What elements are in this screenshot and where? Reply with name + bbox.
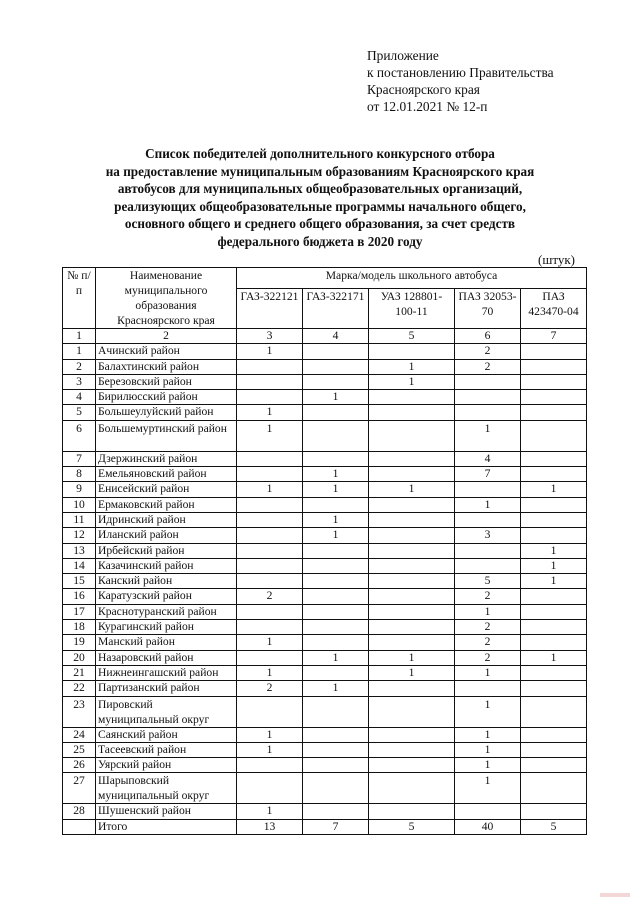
table-row xyxy=(63,497,587,512)
table-row xyxy=(63,773,587,804)
row-name: Краснотуранский район xyxy=(96,604,237,619)
table-row xyxy=(63,467,587,482)
row-number: 21 xyxy=(63,665,96,680)
row-name: Уярский район xyxy=(96,758,237,773)
table-row xyxy=(63,451,587,466)
header-model: ГАЗ-322121 xyxy=(237,288,303,328)
row-value: 1 xyxy=(237,405,303,420)
row-name: Тасеевский район xyxy=(96,742,237,757)
row-value xyxy=(369,512,455,527)
row-value xyxy=(369,804,455,819)
row-value xyxy=(237,359,303,374)
row-number: 10 xyxy=(63,497,96,512)
row-value xyxy=(521,620,587,635)
row-name: Партизанский район xyxy=(96,681,237,696)
row-value xyxy=(521,467,587,482)
row-value xyxy=(369,635,455,650)
table-row xyxy=(63,512,587,527)
row-value: 1 xyxy=(303,467,369,482)
row-value xyxy=(303,420,369,451)
row-value: 1 xyxy=(455,497,521,512)
index-row xyxy=(63,329,587,344)
row-value xyxy=(303,574,369,589)
index-cell: 6 xyxy=(455,329,521,344)
row-value xyxy=(369,528,455,543)
row-value: 1 xyxy=(237,665,303,680)
table-row xyxy=(63,620,587,635)
row-name: Большемуртинский район xyxy=(96,420,237,451)
table-row xyxy=(63,574,587,589)
row-name: Енисейский район xyxy=(96,482,237,497)
table-row xyxy=(63,543,587,558)
row-value: 2 xyxy=(237,589,303,604)
row-number: 1 xyxy=(63,344,96,359)
row-value: 1 xyxy=(237,344,303,359)
row-number: 2 xyxy=(63,359,96,374)
row-name: Шарыповский муниципальный округ xyxy=(96,773,237,804)
row-value xyxy=(455,482,521,497)
row-value: 2 xyxy=(455,620,521,635)
row-value xyxy=(369,420,455,451)
row-value xyxy=(303,635,369,650)
row-value xyxy=(521,405,587,420)
row-number: 12 xyxy=(63,528,96,543)
row-value: 4 xyxy=(455,451,521,466)
row-value xyxy=(303,604,369,619)
row-value: 1 xyxy=(237,482,303,497)
row-name: Дзержинский район xyxy=(96,451,237,466)
row-value: 1 xyxy=(455,665,521,680)
row-value xyxy=(369,543,455,558)
table-row xyxy=(63,390,587,405)
row-value xyxy=(369,574,455,589)
header-model: ПАЗ 423470-04 xyxy=(521,288,587,328)
row-number: 24 xyxy=(63,727,96,742)
appendix-line: к постановлению Правительства xyxy=(367,65,554,80)
row-value xyxy=(521,589,587,604)
page-mark xyxy=(600,893,630,897)
row-number: 15 xyxy=(63,574,96,589)
row-value: 1 xyxy=(237,420,303,451)
row-number: 22 xyxy=(63,681,96,696)
row-value xyxy=(303,543,369,558)
table-row xyxy=(63,604,587,619)
row-name: Каратузский район xyxy=(96,589,237,604)
row-number: 4 xyxy=(63,390,96,405)
appendix-line: Красноярского края xyxy=(367,82,480,97)
row-value: 1 xyxy=(521,558,587,573)
document-title xyxy=(60,145,580,251)
row-value xyxy=(455,681,521,696)
row-name: Иланский район xyxy=(96,528,237,543)
row-value xyxy=(455,390,521,405)
row-value xyxy=(303,696,369,727)
row-value xyxy=(455,543,521,558)
row-value xyxy=(369,451,455,466)
row-name: Шушенский район xyxy=(96,804,237,819)
row-name: Казачинский район xyxy=(96,558,237,573)
row-value xyxy=(237,574,303,589)
row-value xyxy=(237,604,303,619)
appendix-line: Приложение xyxy=(367,48,439,63)
row-value xyxy=(455,804,521,819)
row-value xyxy=(455,405,521,420)
title-line: Список победителей дополнительного конкурсного отбора xyxy=(145,146,495,161)
total-value: 5 xyxy=(521,819,587,834)
title-line: на предоставление муниципальным образованиям Красноярского края xyxy=(105,163,535,179)
row-value xyxy=(369,620,455,635)
row-value xyxy=(369,405,455,420)
row-name: Березовский район xyxy=(96,374,237,389)
appendix-line: от 12.01.2021 № 12-п xyxy=(367,99,488,114)
index-cell: 3 xyxy=(237,329,303,344)
row-value xyxy=(521,727,587,742)
row-value xyxy=(237,390,303,405)
row-value: 1 xyxy=(455,696,521,727)
title-line: основного общего и среднего общего образования, за счет средств xyxy=(124,216,516,232)
row-value xyxy=(303,665,369,680)
row-number: 9 xyxy=(63,482,96,497)
row-value xyxy=(303,405,369,420)
row-value: 1 xyxy=(303,512,369,527)
row-value xyxy=(303,359,369,374)
row-value: 2 xyxy=(455,650,521,665)
row-value xyxy=(237,467,303,482)
row-value xyxy=(521,344,587,359)
row-value xyxy=(303,558,369,573)
row-value: 1 xyxy=(303,482,369,497)
row-value: 3 xyxy=(455,528,521,543)
header-num: № п/п xyxy=(63,268,96,329)
row-value: 7 xyxy=(455,467,521,482)
table-row xyxy=(63,558,587,573)
row-value xyxy=(521,497,587,512)
table-row xyxy=(63,420,587,451)
row-value: 1 xyxy=(369,482,455,497)
row-value: 1 xyxy=(237,804,303,819)
row-value xyxy=(237,696,303,727)
table-row xyxy=(63,635,587,650)
row-value xyxy=(303,374,369,389)
row-value: 1 xyxy=(455,742,521,757)
row-value: 1 xyxy=(521,650,587,665)
row-value xyxy=(521,758,587,773)
total-number xyxy=(63,819,96,834)
row-value xyxy=(303,451,369,466)
row-name: Бирилюсский район xyxy=(96,390,237,405)
row-value: 1 xyxy=(521,574,587,589)
row-value xyxy=(521,604,587,619)
winners-table xyxy=(62,267,587,835)
row-value xyxy=(237,528,303,543)
row-value xyxy=(455,374,521,389)
table-row xyxy=(63,804,587,819)
row-number: 18 xyxy=(63,620,96,635)
row-value xyxy=(303,742,369,757)
row-value: 1 xyxy=(237,635,303,650)
index-cell: 2 xyxy=(96,329,237,344)
row-value xyxy=(521,742,587,757)
table-row xyxy=(63,665,587,680)
row-number: 7 xyxy=(63,451,96,466)
table-body xyxy=(63,329,587,835)
row-number: 20 xyxy=(63,650,96,665)
row-value: 2 xyxy=(455,589,521,604)
row-value xyxy=(369,390,455,405)
row-value xyxy=(455,558,521,573)
row-value: 1 xyxy=(369,650,455,665)
row-number: 27 xyxy=(63,773,96,804)
index-cell: 4 xyxy=(303,329,369,344)
row-name: Саянский район xyxy=(96,727,237,742)
row-value: 1 xyxy=(521,482,587,497)
unit-label: (штук) xyxy=(538,252,575,267)
table-row xyxy=(63,727,587,742)
row-name: Емельяновский район xyxy=(96,467,237,482)
row-value xyxy=(521,359,587,374)
row-value xyxy=(521,374,587,389)
row-value xyxy=(521,635,587,650)
total-value: 13 xyxy=(237,819,303,834)
row-value xyxy=(303,620,369,635)
row-name: Канский район xyxy=(96,574,237,589)
row-value: 1 xyxy=(303,650,369,665)
header-model: УАЗ 128801-100-11 xyxy=(369,288,455,328)
header-model: ГАЗ-322171 xyxy=(303,288,369,328)
row-number: 26 xyxy=(63,758,96,773)
row-value: 1 xyxy=(455,604,521,619)
row-name: Ачинский район xyxy=(96,344,237,359)
row-name: Курагинский район xyxy=(96,620,237,635)
row-value xyxy=(237,758,303,773)
row-value xyxy=(369,497,455,512)
row-value xyxy=(369,696,455,727)
row-number: 16 xyxy=(63,589,96,604)
title-line: федерального бюджета в 2020 году xyxy=(217,233,423,249)
table-row xyxy=(63,359,587,374)
index-cell: 1 xyxy=(63,329,96,344)
row-value: 1 xyxy=(521,543,587,558)
table-row xyxy=(63,681,587,696)
header-name: Наименование муниципального образования Красноярского края xyxy=(96,268,237,329)
row-value xyxy=(521,681,587,696)
row-value: 1 xyxy=(455,758,521,773)
appendix-block xyxy=(367,47,554,115)
header-model: ПАЗ 32053-70 xyxy=(455,288,521,328)
row-name: Идринский район xyxy=(96,512,237,527)
total-value: 5 xyxy=(369,819,455,834)
row-value: 1 xyxy=(455,773,521,804)
total-row xyxy=(63,819,587,834)
table-row xyxy=(63,344,587,359)
index-cell: 5 xyxy=(369,329,455,344)
row-value xyxy=(303,497,369,512)
table-row xyxy=(63,482,587,497)
row-value xyxy=(521,665,587,680)
row-value: 1 xyxy=(303,681,369,696)
row-value xyxy=(303,804,369,819)
row-name: Большеулуйский район xyxy=(96,405,237,420)
table-row xyxy=(63,650,587,665)
row-value: 2 xyxy=(455,635,521,650)
row-number: 3 xyxy=(63,374,96,389)
row-value xyxy=(521,390,587,405)
row-number: 14 xyxy=(63,558,96,573)
row-name: Ирбейский район xyxy=(96,543,237,558)
row-value xyxy=(369,773,455,804)
row-value: 5 xyxy=(455,574,521,589)
row-value xyxy=(369,727,455,742)
row-value xyxy=(303,589,369,604)
row-number: 17 xyxy=(63,604,96,619)
row-name: Нижнеингашский район xyxy=(96,665,237,680)
header-group: Марка/модель школьного автобуса xyxy=(237,268,587,289)
row-value: 1 xyxy=(303,528,369,543)
table-row xyxy=(63,589,587,604)
row-number: 19 xyxy=(63,635,96,650)
row-value: 1 xyxy=(237,742,303,757)
row-value xyxy=(303,773,369,804)
row-name: Ермаковский район xyxy=(96,497,237,512)
row-value xyxy=(237,773,303,804)
row-value xyxy=(521,773,587,804)
row-number: 11 xyxy=(63,512,96,527)
row-value xyxy=(237,451,303,466)
total-label: Итого xyxy=(96,819,237,834)
row-value xyxy=(521,528,587,543)
row-number: 25 xyxy=(63,742,96,757)
row-value xyxy=(369,758,455,773)
row-value xyxy=(303,758,369,773)
row-value: 2 xyxy=(455,359,521,374)
row-value: 2 xyxy=(237,681,303,696)
row-number: 28 xyxy=(63,804,96,819)
row-value: 1 xyxy=(237,727,303,742)
row-value: 1 xyxy=(369,665,455,680)
total-value: 40 xyxy=(455,819,521,834)
title-line: реализующих общеобразовательные программы начального общего, xyxy=(114,198,526,214)
row-value xyxy=(369,467,455,482)
row-value xyxy=(303,344,369,359)
table-row xyxy=(63,405,587,420)
row-value xyxy=(521,451,587,466)
row-value xyxy=(237,650,303,665)
row-value xyxy=(369,681,455,696)
table-row xyxy=(63,528,587,543)
row-value: 1 xyxy=(303,390,369,405)
row-value: 1 xyxy=(369,359,455,374)
row-value: 2 xyxy=(455,344,521,359)
row-name: Назаровский район xyxy=(96,650,237,665)
row-number: 23 xyxy=(63,696,96,727)
table-row xyxy=(63,696,587,727)
row-number: 6 xyxy=(63,420,96,451)
row-value xyxy=(369,344,455,359)
table-row xyxy=(63,758,587,773)
title-line: автобусов для муниципальных общеобразовательных организаций, xyxy=(117,181,523,197)
row-value xyxy=(237,620,303,635)
row-name: Манский район xyxy=(96,635,237,650)
row-value xyxy=(237,374,303,389)
table-row xyxy=(63,374,587,389)
row-value xyxy=(521,420,587,451)
row-value: 1 xyxy=(455,727,521,742)
row-value: 1 xyxy=(369,374,455,389)
row-name: Пировский муниципальный округ xyxy=(96,696,237,727)
row-name: Балахтинский район xyxy=(96,359,237,374)
row-value xyxy=(369,589,455,604)
row-value xyxy=(369,604,455,619)
row-value xyxy=(237,512,303,527)
row-value xyxy=(237,497,303,512)
row-value xyxy=(521,696,587,727)
row-value xyxy=(521,804,587,819)
row-value xyxy=(369,558,455,573)
total-value: 7 xyxy=(303,819,369,834)
index-cell: 7 xyxy=(521,329,587,344)
row-value xyxy=(455,512,521,527)
row-value xyxy=(303,727,369,742)
row-value xyxy=(237,558,303,573)
table-row xyxy=(63,742,587,757)
row-value xyxy=(237,543,303,558)
row-number: 13 xyxy=(63,543,96,558)
row-number: 8 xyxy=(63,467,96,482)
row-value xyxy=(521,512,587,527)
row-value xyxy=(369,742,455,757)
row-value: 1 xyxy=(455,420,521,451)
row-number: 5 xyxy=(63,405,96,420)
